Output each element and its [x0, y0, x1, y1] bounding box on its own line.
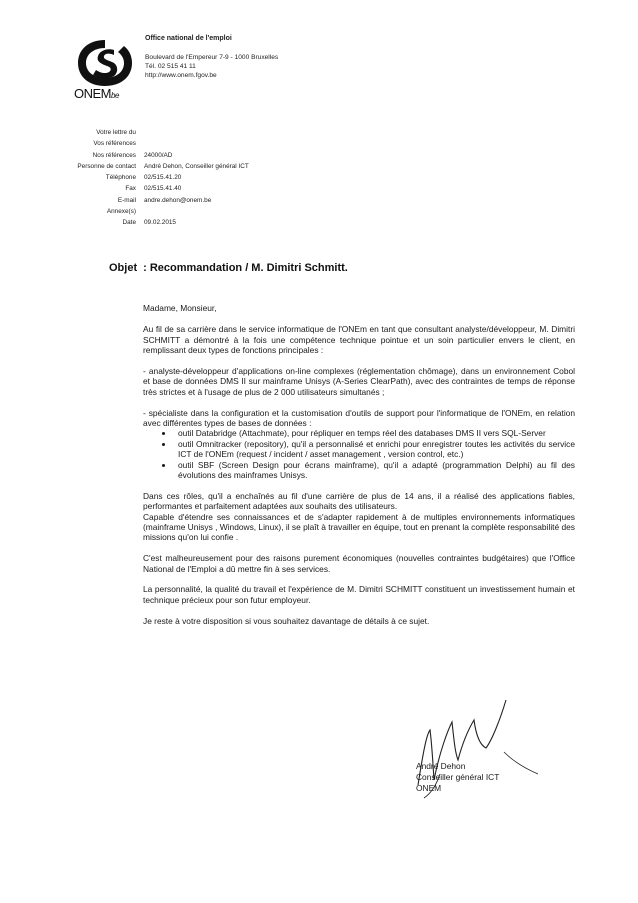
- org-header: [145, 34, 278, 80]
- paragraph-role-analyst: - analyste-développeur d'applications on-line complexes (réglementation chômage), dans un environnement Cobol et base de données DMS II sur mainframe Unisys (A-Series ClearPath), avec des contraintes de temps de réponse très strictes et à l'usage de plus de 2 000 utilisateurs simultanés ;: [143, 366, 575, 397]
- signatory-org: ONEM: [416, 783, 442, 793]
- letter-subject: [109, 262, 348, 274]
- paragraph-recommendation: La personnalité, la qualité du travail et l'expérience de M. Dimitri SCHMITT constituent un investissement humain et technique précieux pour son futur employeur.: [143, 584, 575, 605]
- greeting: Madame, Monsieur,: [143, 303, 217, 313]
- org-website: http://www.onem.fgov.be: [145, 72, 217, 79]
- subject-text: : Recommandation / M. Dimitri Schmitt.: [143, 262, 348, 274]
- org-address: Boulevard de l'Empereur 7-9 - 1000 Bruxelles: [145, 54, 279, 61]
- ref-row-fax: Fax 02/515.41.40: [125, 185, 182, 193]
- subject-label: Objet: [109, 262, 138, 274]
- ref-row-date: Date 09.02.2015: [122, 219, 176, 227]
- signature-block: [416, 761, 499, 794]
- ref-row-email: E-mail andre.dehon@onem.be: [117, 196, 212, 204]
- paragraph-career: Dans ces rôles, qu'il a enchaînés au fil d'une carrière de plus de 14 ans, il a réalisé des applications fiables, performantes et parfaitement adaptées aux souhaits des utilisateurs.: [143, 490, 575, 512]
- signatory-name: André Dehon: [416, 761, 466, 771]
- signatory-role: Conseiller général ICT: [416, 772, 500, 782]
- paragraph-intro: Au fil de sa carrière dans le service informatique de l'ONEm en tant que consultant analyste/développeur, M. Dimitri SCHMITT a démontré à la fois une compétence technique pointue et un soin particulier envers le client, en remplissant deux types de fonctions principales :: [143, 324, 575, 356]
- ref-row-votre-lettre: Votre lettre du: [96, 129, 136, 136]
- tools-list: [143, 428, 575, 480]
- paragraph-end-services: C'est malheureusement pour des raisons purement économiques (nouvelles contraintes budgétaires) que l'Office National de l'Emploi a dû mettre fin à ses services.: [143, 553, 575, 574]
- list-item: • outil Databridge (Attachmate), pour répliquer en temps réel des databases DMS II vers SQL-Server: [174, 428, 575, 438]
- onem-logo-icon: [74, 36, 136, 90]
- letter-body: [143, 303, 575, 636]
- ref-row-nos-references: Nos références 24000/AD: [92, 151, 173, 159]
- ref-row-contact: Personne de contact André Dehon, Conseiller général ICT: [77, 162, 249, 170]
- paragraph-closing: Je reste à votre disposition si vous souhaitez davantage de détails à ce sujet.: [143, 615, 430, 626]
- org-phone: Tél. 02 515 41 11: [145, 63, 196, 70]
- ref-row-vos-references: Vos références: [93, 140, 136, 148]
- reference-block: [40, 127, 249, 229]
- list-item: • outil Omnitracker (repository), qu'il a personnalisé et enrichi pour enregistrer toutes les activités du service ICT de l'ONEm (request / incident / asset management , version control, etc.): [174, 439, 575, 460]
- list-item: • outil SBF (Screen Design pour écrans mainframe), qu'il a adapté (programmation Delphi) au fil des évolutions des mainframes Unisys.: [174, 460, 575, 481]
- paragraph-adaptability: Capable d'étendre ses connaissances et de s'adapter rapidement à de multiples environnements informatiques (mainframe Unisys , Windows, Linux), il se plaît à travailler en équipe, tout en prenant la complète responsabilité des missions qu'on lui confie .: [143, 511, 575, 543]
- paragraph-role-specialist: - spécialiste dans la configuration et la customisation d'outils de support pour l'informatique de l'ONEm, en relation avec différentes types de bases de données :: [143, 407, 575, 429]
- onem-logo-text: ONEMbe: [74, 86, 119, 101]
- org-name: Office national de l'emploi: [145, 35, 232, 42]
- ref-row-telephone: Téléphone 02/515.41.20: [105, 174, 182, 182]
- ref-row-annexes: Annexe(s): [106, 208, 136, 216]
- onem-logo: [74, 36, 136, 104]
